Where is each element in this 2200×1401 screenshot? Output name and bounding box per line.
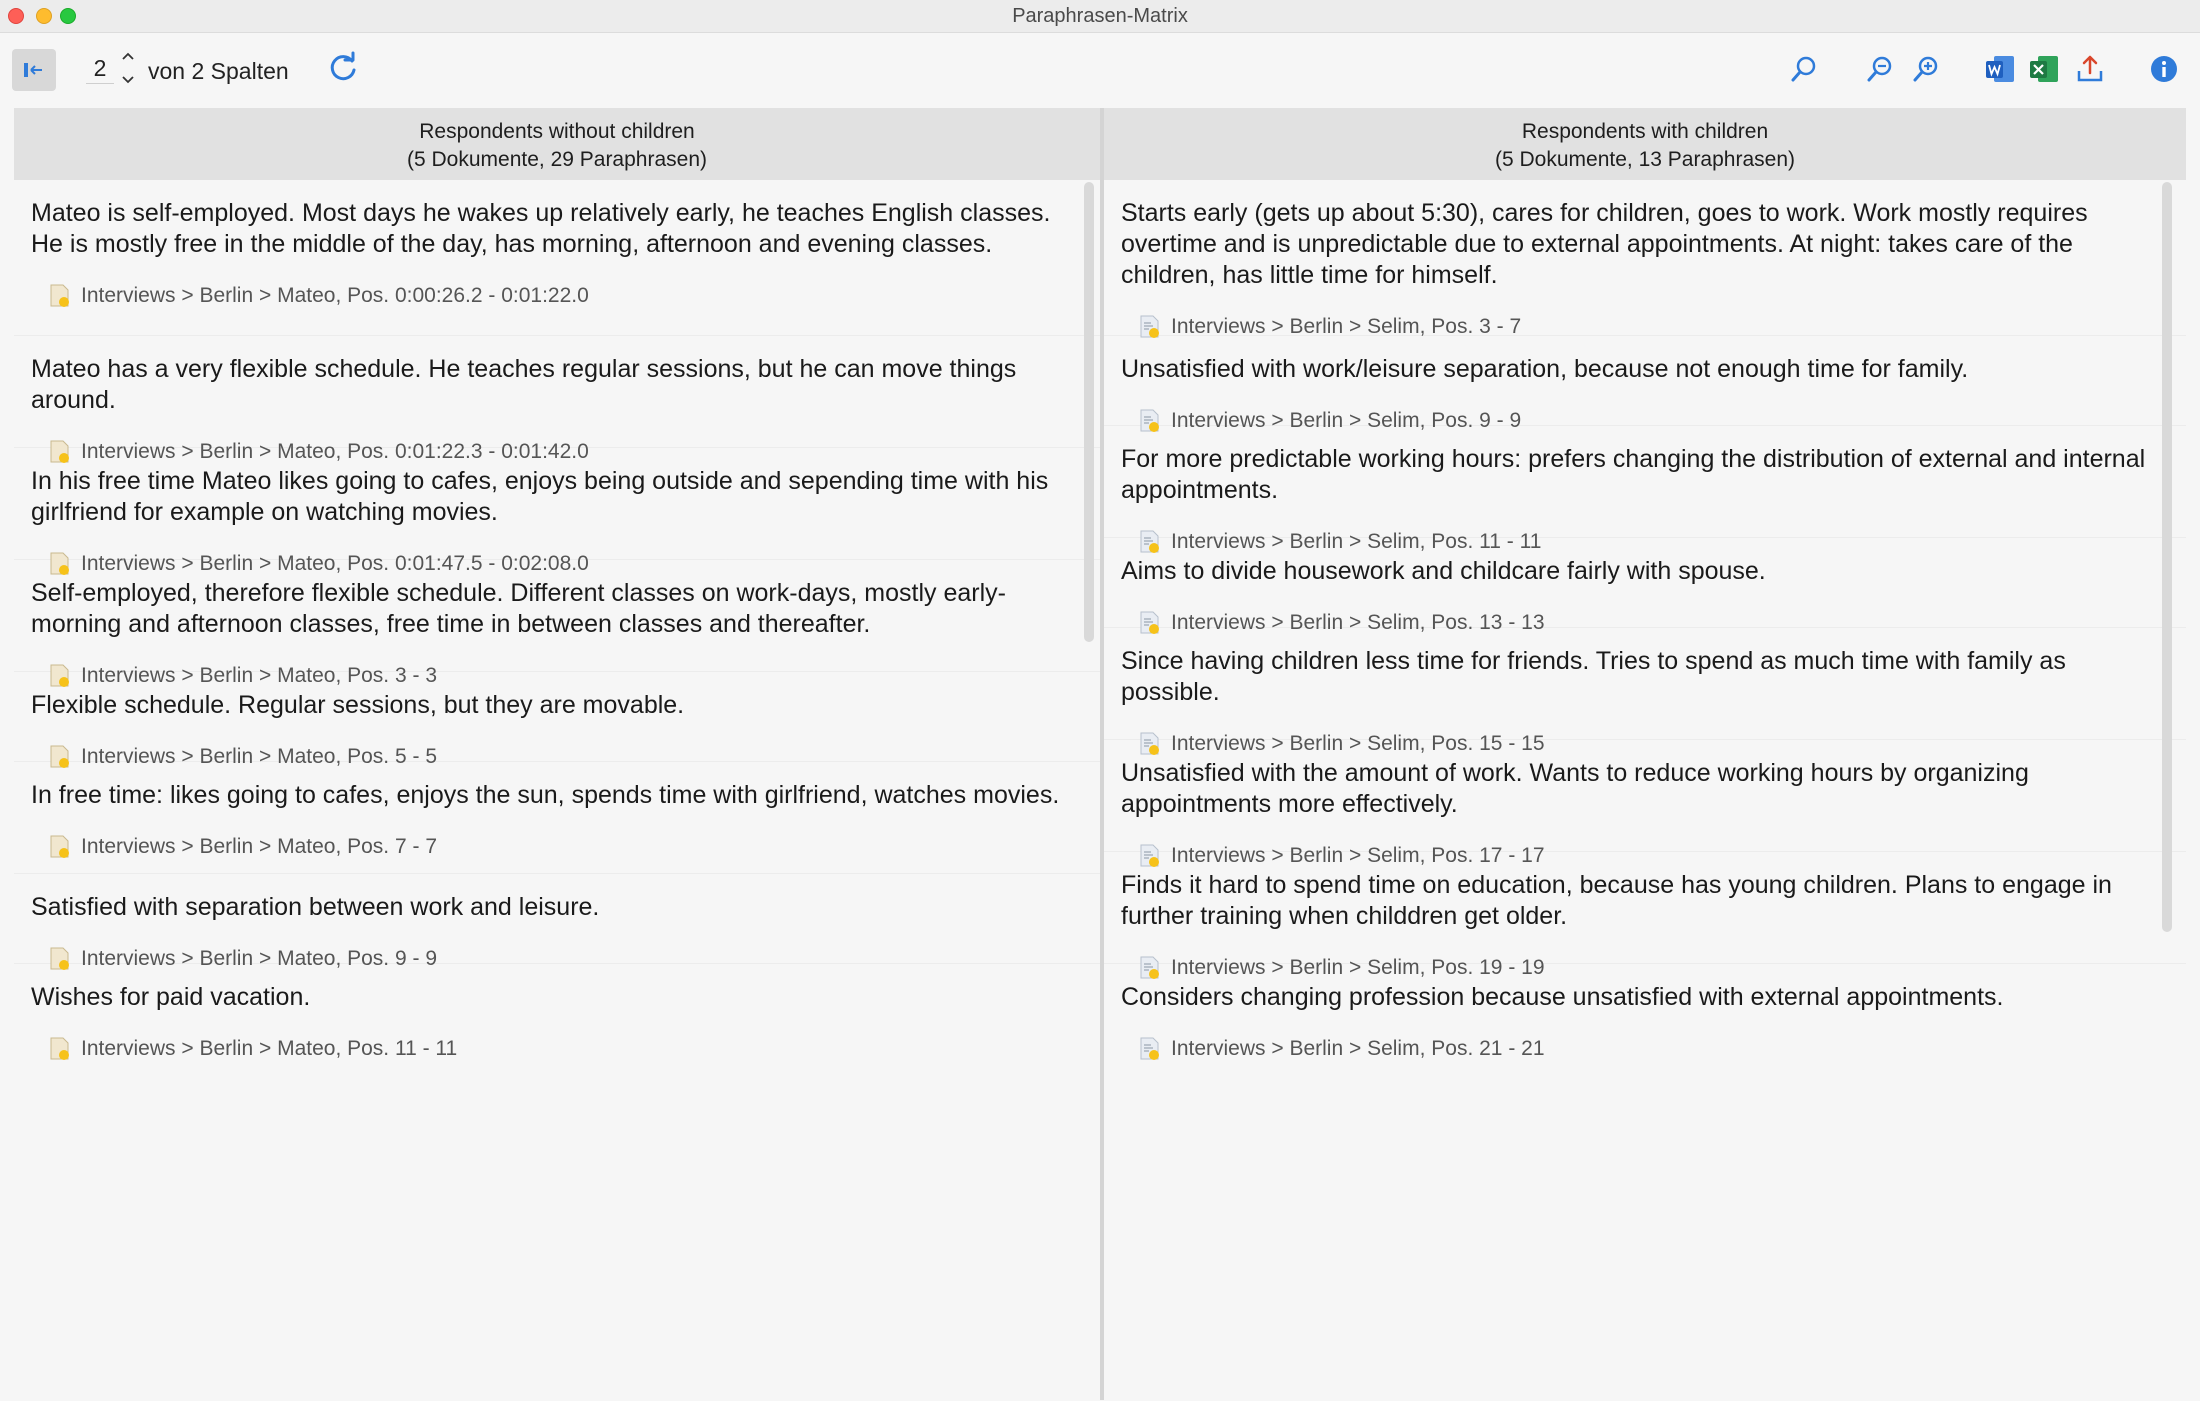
document-icon [49, 1036, 71, 1062]
document-icon [49, 439, 71, 465]
paraphrase-entry[interactable] [1104, 628, 2186, 755]
column-header-count: (5 Dokumente, 13 Paraphrasen) [1495, 148, 1795, 171]
text-document-icon [1139, 529, 1161, 555]
refresh-button[interactable] [326, 51, 360, 85]
export-word-button[interactable] [1984, 53, 2016, 85]
window-title: Paraphrasen-Matrix [1012, 5, 1188, 27]
text-document-icon [1139, 731, 1161, 757]
column-count-label: von 2 Spalten [148, 58, 289, 84]
paraphrase-entry[interactable] [1104, 180, 2186, 336]
paraphrase-source-label: Interviews > Berlin > Selim, Pos. 17 - 17 [1171, 844, 1545, 867]
paraphrase-source[interactable] [49, 274, 1082, 318]
paraphrase-text: Mateo is self-employed. Most days he wakes up relatively early, he teaches English classes. He is mostly free in the middle of the day, has morning, afternoon and evening classes. [31, 199, 1051, 258]
excel-export-icon [2028, 53, 2060, 85]
paraphrase-source-label: Interviews > Berlin > Mateo, Pos. 9 - 9 [81, 947, 437, 970]
paraphrase-text: Starts early (gets up about 5:30), cares for children, goes to work. Work mostly requires overtime and is unpredictable due to external appointments. At night: takes care of the children, has little time for himself. [1121, 199, 2088, 289]
text-document-icon [1139, 843, 1161, 869]
document-icon [49, 283, 71, 309]
paraphrase-list [1104, 180, 2186, 1060]
paraphrase-source-label: Interviews > Berlin > Selim, Pos. 21 - 21 [1171, 1037, 1545, 1060]
paraphrase-source-label: Interviews > Berlin > Mateo, Pos. 7 - 7 [81, 835, 437, 858]
paraphrase-text: Mateo has a very flexible schedule. He teaches regular sessions, but he can move things around. [31, 355, 1017, 414]
sidebar-toggle-button[interactable] [12, 49, 56, 91]
paraphrase-entry[interactable] [1104, 426, 2186, 553]
paraphrase-source-label: Interviews > Berlin > Mateo, Pos. 3 - 3 [81, 664, 437, 687]
paraphrase-source-label: Interviews > Berlin > Selim, Pos. 13 - 13 [1171, 611, 1545, 634]
column-count-stepper[interactable] [118, 51, 138, 85]
paraphrase-text: Considers changing profession because unsatisfied with external appointments. [1121, 983, 2004, 1011]
paraphrase-text: Satisfied with separation between work and leisure. [31, 893, 600, 921]
scrollbar-right[interactable] [2162, 182, 2172, 932]
paraphrase-entry[interactable] [14, 180, 1100, 336]
paraphrase-text: Unsatisfied with the amount of work. Wants to reduce working hours by organizing appointments more effectively. [1121, 759, 2029, 818]
paraphrase-source-label: Interviews > Berlin > Mateo, Pos. 11 - 11 [81, 1037, 458, 1060]
paraphrase-entry[interactable] [14, 874, 1100, 970]
document-icon [49, 663, 71, 689]
paraphrase-source-label: Interviews > Berlin > Mateo, Pos. 5 - 5 [81, 745, 437, 768]
text-document-icon [1139, 314, 1161, 340]
zoom-in-icon [1911, 54, 1941, 84]
search-button[interactable] [1788, 53, 1820, 85]
paraphrase-entry[interactable] [1104, 852, 2186, 979]
document-icon [49, 946, 71, 972]
export-button[interactable] [2074, 53, 2106, 85]
refresh-icon [326, 51, 360, 85]
column-header[interactable] [1104, 108, 2186, 180]
column-header-count: (5 Dokumente, 29 Paraphrasen) [407, 148, 707, 171]
paraphrase-entry[interactable] [1104, 336, 2186, 432]
paraphrase-text: Unsatisfied with work/leisure separation, because not enough time for family. [1121, 355, 1969, 383]
text-document-icon [1139, 1036, 1161, 1062]
paraphrase-source-label: Interviews > Berlin > Mateo, Pos. 0:01:22.3 - 0:01:42.0 [81, 440, 589, 463]
paraphrase-source-label: Interviews > Berlin > Selim, Pos. 15 - 15 [1171, 732, 1545, 755]
paraphrase-entry[interactable] [14, 964, 1100, 1060]
paraphrase-matrix [14, 108, 2186, 1400]
zoom-out-icon [1865, 54, 1895, 84]
paraphrase-entry[interactable] [14, 448, 1100, 575]
column-header[interactable] [14, 108, 1100, 180]
text-document-icon [1139, 408, 1161, 434]
toolbar [0, 33, 2200, 107]
sidebar-toggle-icon [22, 60, 46, 80]
column-header-title: Respondents without children [419, 120, 695, 143]
paraphrase-source-label: Interviews > Berlin > Selim, Pos. 19 - 19 [1171, 956, 1545, 979]
zoom-in-button[interactable] [1910, 53, 1942, 85]
paraphrase-source[interactable] [1139, 1027, 2168, 1071]
document-icon [49, 744, 71, 770]
paraphrase-source[interactable] [49, 1027, 1082, 1071]
paraphrase-text: Since having children less time for friends. Tries to spend as much time with family as possible. [1121, 647, 2066, 706]
paraphrase-source-label: Interviews > Berlin > Selim, Pos. 3 - 7 [1171, 315, 1522, 338]
column-count-field[interactable]: 2 [86, 55, 114, 84]
paraphrase-source-label: Interviews > Berlin > Selim, Pos. 9 - 9 [1171, 409, 1522, 432]
matrix-column-with-children [1104, 108, 2186, 1400]
info-icon [2149, 54, 2179, 84]
paraphrase-entry[interactable] [1104, 740, 2186, 867]
info-button[interactable] [2148, 53, 2180, 85]
paraphrase-list [14, 180, 1100, 1060]
title-bar [0, 0, 2200, 33]
search-icon [1789, 54, 1819, 84]
chevron-down-icon[interactable] [121, 75, 135, 85]
paraphrase-entry[interactable] [14, 762, 1100, 874]
paraphrase-source[interactable] [49, 825, 1082, 869]
word-export-icon [1984, 53, 2016, 85]
paraphrase-text: Finds it hard to spend time on education, because has young children. Plans to engage in further training when childdren get older. [1121, 871, 2112, 930]
paraphrase-text: Wishes for paid vacation. [31, 983, 311, 1011]
paraphrase-source-label: Interviews > Berlin > Mateo, Pos. 0:00:26.2 - 0:01:22.0 [81, 284, 589, 307]
chevron-up-icon[interactable] [121, 51, 135, 61]
paraphrase-text: Self-employed, therefore flexible schedule. Different classes on work-days, mostly early-morning and afternoon classes, free time in between classes and thereafter. [31, 579, 1006, 638]
text-document-icon [1139, 955, 1161, 981]
scrollbar-left[interactable] [1084, 182, 1094, 642]
matrix-column-without-children [14, 108, 1100, 1400]
paraphrase-source-label: Interviews > Berlin > Selim, Pos. 11 - 11 [1171, 530, 1542, 553]
column-header-title: Respondents with children [1521, 120, 1769, 143]
export-icon [2074, 53, 2106, 85]
text-document-icon [1139, 610, 1161, 636]
document-icon [49, 834, 71, 860]
document-icon [49, 551, 71, 577]
paraphrase-source-label: Interviews > Berlin > Mateo, Pos. 0:01:47.5 - 0:02:08.0 [81, 552, 589, 575]
zoom-out-button[interactable] [1864, 53, 1896, 85]
paraphrase-text: For more predictable working hours: prefers changing the distribution of external and internal appointments. [1121, 445, 2146, 504]
paraphrase-entry[interactable] [14, 560, 1100, 687]
paraphrase-text: Flexible schedule. Regular sessions, but they are movable. [31, 691, 685, 719]
paraphrase-text: Aims to divide housework and childcare fairly with spouse. [1121, 557, 1766, 585]
export-excel-button[interactable] [2028, 53, 2060, 85]
paraphrase-entry[interactable] [14, 336, 1100, 463]
paraphrase-text: In his free time Mateo likes going to cafes, enjoys being outside and sepending time with his girlfriend for example on watching movies. [31, 467, 1049, 526]
paraphrase-text: In free time: likes going to cafes, enjoys the sun, spends time with girlfriend, watches movies. [31, 781, 1060, 809]
